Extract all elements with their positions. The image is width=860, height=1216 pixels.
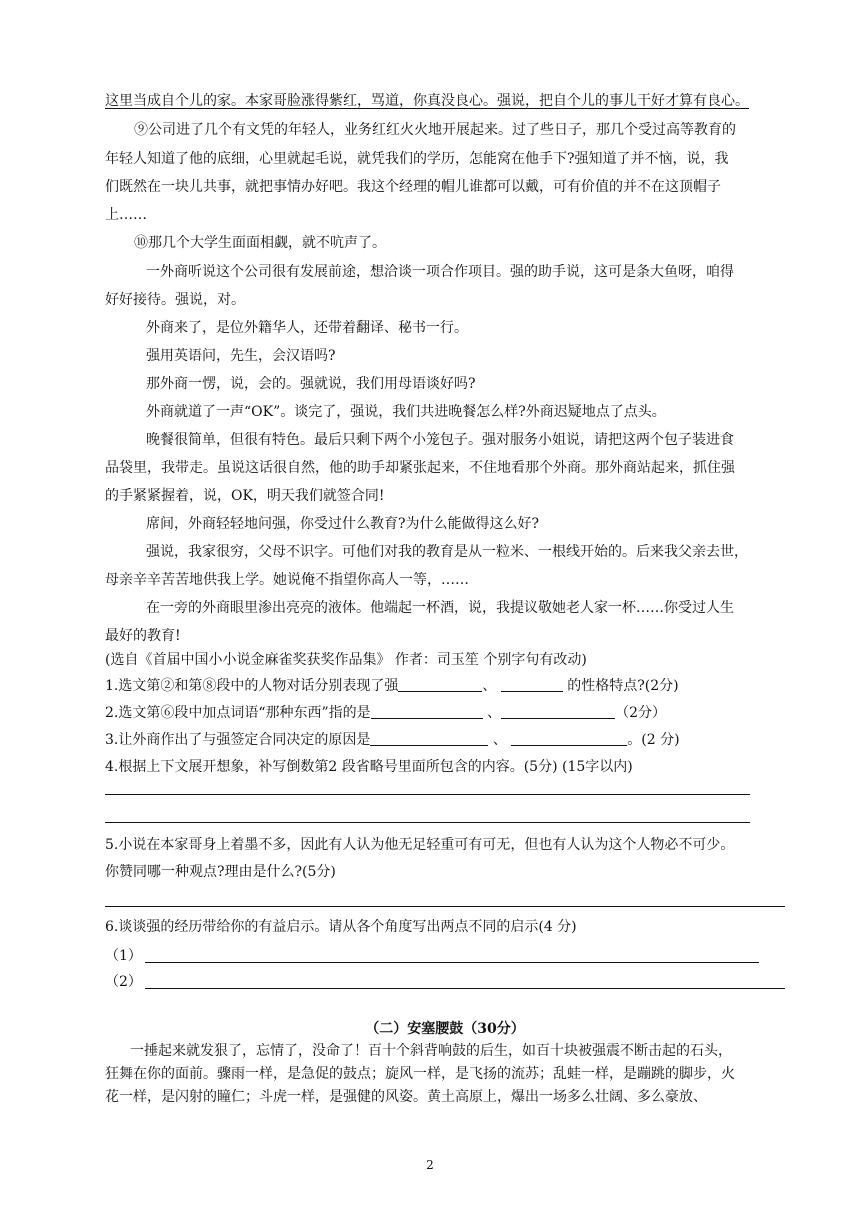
- story-paragraph-14: 那外商一愣，说，会的。强就说，我们用母语谈好吗?: [146, 376, 476, 392]
- answer-line[interactable]: [105, 794, 750, 795]
- question-5: 5.小说在本家哥身上着墨不多，因此有人认为他无足轻重可有可无，但也有人认为这个人物必不可少。: [105, 837, 735, 853]
- story-paragraph-9: ⑨公司进了几个有文凭的年轻人，业务红红火火地开展起来。过了些日子，那几个受过高等教育的: [134, 122, 736, 138]
- story-paragraph-17: 席间，外商轻轻地问强，你受过什么教育?为什么能做得这么好?: [146, 516, 540, 532]
- story-paragraph-16: 晚餐很简单，但很有特色。最后只剩下两个小笼包子。强对服务小姐说，请把这两个包子装进食: [146, 432, 734, 448]
- question-4: 4.根据上下文展开想象，补写倒数第2 段省略号里面所包含的内容。(5分) (15字以内): [105, 759, 633, 775]
- story-paragraph-8-end: 这里当成自个儿的家。本家哥脸涨得紫红，骂道，你真没良心。强说，把自个儿的事儿干好才算有良心。: [105, 93, 749, 109]
- answer-line[interactable]: [145, 988, 785, 989]
- story-paragraph-11: 一外商听说这个公司很有发展前途，想洽谈一项合作项目。强的助手说，这可是条大鱼呀，咱得: [146, 264, 734, 280]
- story-paragraph-13: 强用英语问，先生，会汉语吗?: [146, 348, 336, 364]
- story-paragraph-16: 的手紧紧握着，说，OK，明天我们就签合同!: [105, 488, 385, 504]
- question-5: 你赞同哪一种观点?理由是什么?(5分): [105, 864, 336, 880]
- answer-blank[interactable]: [370, 731, 488, 746]
- answer-line[interactable]: [105, 822, 750, 823]
- story-paragraph-11: 好好接待。强说，对。: [105, 292, 245, 308]
- story-paragraph-9: 年轻人知道了他的底细，心里就起毛说，就凭我们的学历，怎能窝在他手下?强知道了并不恼，说，我: [105, 151, 729, 167]
- section-2-paragraph: 一捶起来就发狠了，忘情了，没命了！百十个斜背响鼓的后生，如百十块被强震不断击起的石头，: [130, 1043, 732, 1059]
- story-paragraph-16: 品袋里，我带走。虽说这话很自然，他的助手却紧张起来，不住地看那个外商。那外商站起来，抓住强: [105, 460, 735, 476]
- answer-line[interactable]: [105, 906, 785, 907]
- section-2-paragraph: 狂舞在你的面前。骤雨一样，是急促的鼓点；旋风一样，是飞扬的流苏；乱蛙一样，是蹦跳的脚步，火: [105, 1066, 735, 1082]
- question-2: 2.选文第⑥段中加点词语“那种东西”指的是 、 （2分）: [105, 705, 667, 721]
- answer-blank[interactable]: [511, 731, 627, 746]
- story-paragraph-9: 们既然在一块儿共事，就把事情办好吧。我这个经理的帽儿谁都可以戴，可有价值的并不在这顶帽子: [105, 179, 721, 195]
- answer-blank[interactable]: [501, 677, 563, 692]
- story-paragraph-9: 上……: [105, 207, 147, 223]
- question-1: 1.选文第②和第⑧段中的人物对话分别表现了强 、 的性格特点?(2分): [105, 678, 679, 694]
- answer-line[interactable]: [145, 962, 759, 963]
- answer-blank[interactable]: [501, 704, 615, 719]
- source-citation: (选自《首届中国小小说金麻雀奖获奖作品集》 作者：司玉笙 个别字句有改动): [105, 652, 587, 668]
- answer-blank[interactable]: [398, 677, 482, 692]
- story-paragraph-19: 最好的教育!: [105, 628, 181, 644]
- story-paragraph-19: 在一旁的外商眼里渗出亮亮的液体。他端起一杯酒，说，我提议敬她老人家一杯……你受过人生: [146, 600, 734, 616]
- story-paragraph-18: 强说，我家很穷，父母不识字。可他们对我的教育是从一粒米、一根线开始的。后来我父亲去世，: [146, 544, 748, 560]
- section-title: （二）安塞腰鼓（30分）: [365, 1021, 525, 1037]
- page-number: 2: [426, 1158, 434, 1172]
- question-6-item-2-label: （2）: [105, 974, 142, 990]
- story-paragraph-15: 外商就道了一声“OK”。谈完了，强说，我们共进晚餐怎么样?外商迟疑地点了点头。: [146, 404, 666, 420]
- section-2-paragraph: 花一样，是闪射的瞳仁；斗虎一样，是强健的风姿。黄土高原上，爆出一场多么壮阔、多么豪放、: [105, 1089, 707, 1105]
- question-6-item-1-label: （1）: [105, 948, 142, 964]
- question-6: 6.谈谈强的经历带给你的有益启示。请从各个角度写出两点不同的启示(4 分): [105, 919, 577, 935]
- story-paragraph-12: 外商来了，是位外籍华人，还带着翻译、秘书一行。: [146, 320, 468, 336]
- story-paragraph-18: 母亲辛辛苦苦地供我上学。她说俺不指望你高人一等，……: [105, 572, 469, 588]
- answer-blank[interactable]: [371, 704, 483, 719]
- story-paragraph-10: ⑩那几个大学生面面相觑，就不吭声了。: [134, 235, 386, 251]
- question-3: 3.让外商作出了与强签定合同决定的原因是 、 。(2 分): [105, 732, 680, 748]
